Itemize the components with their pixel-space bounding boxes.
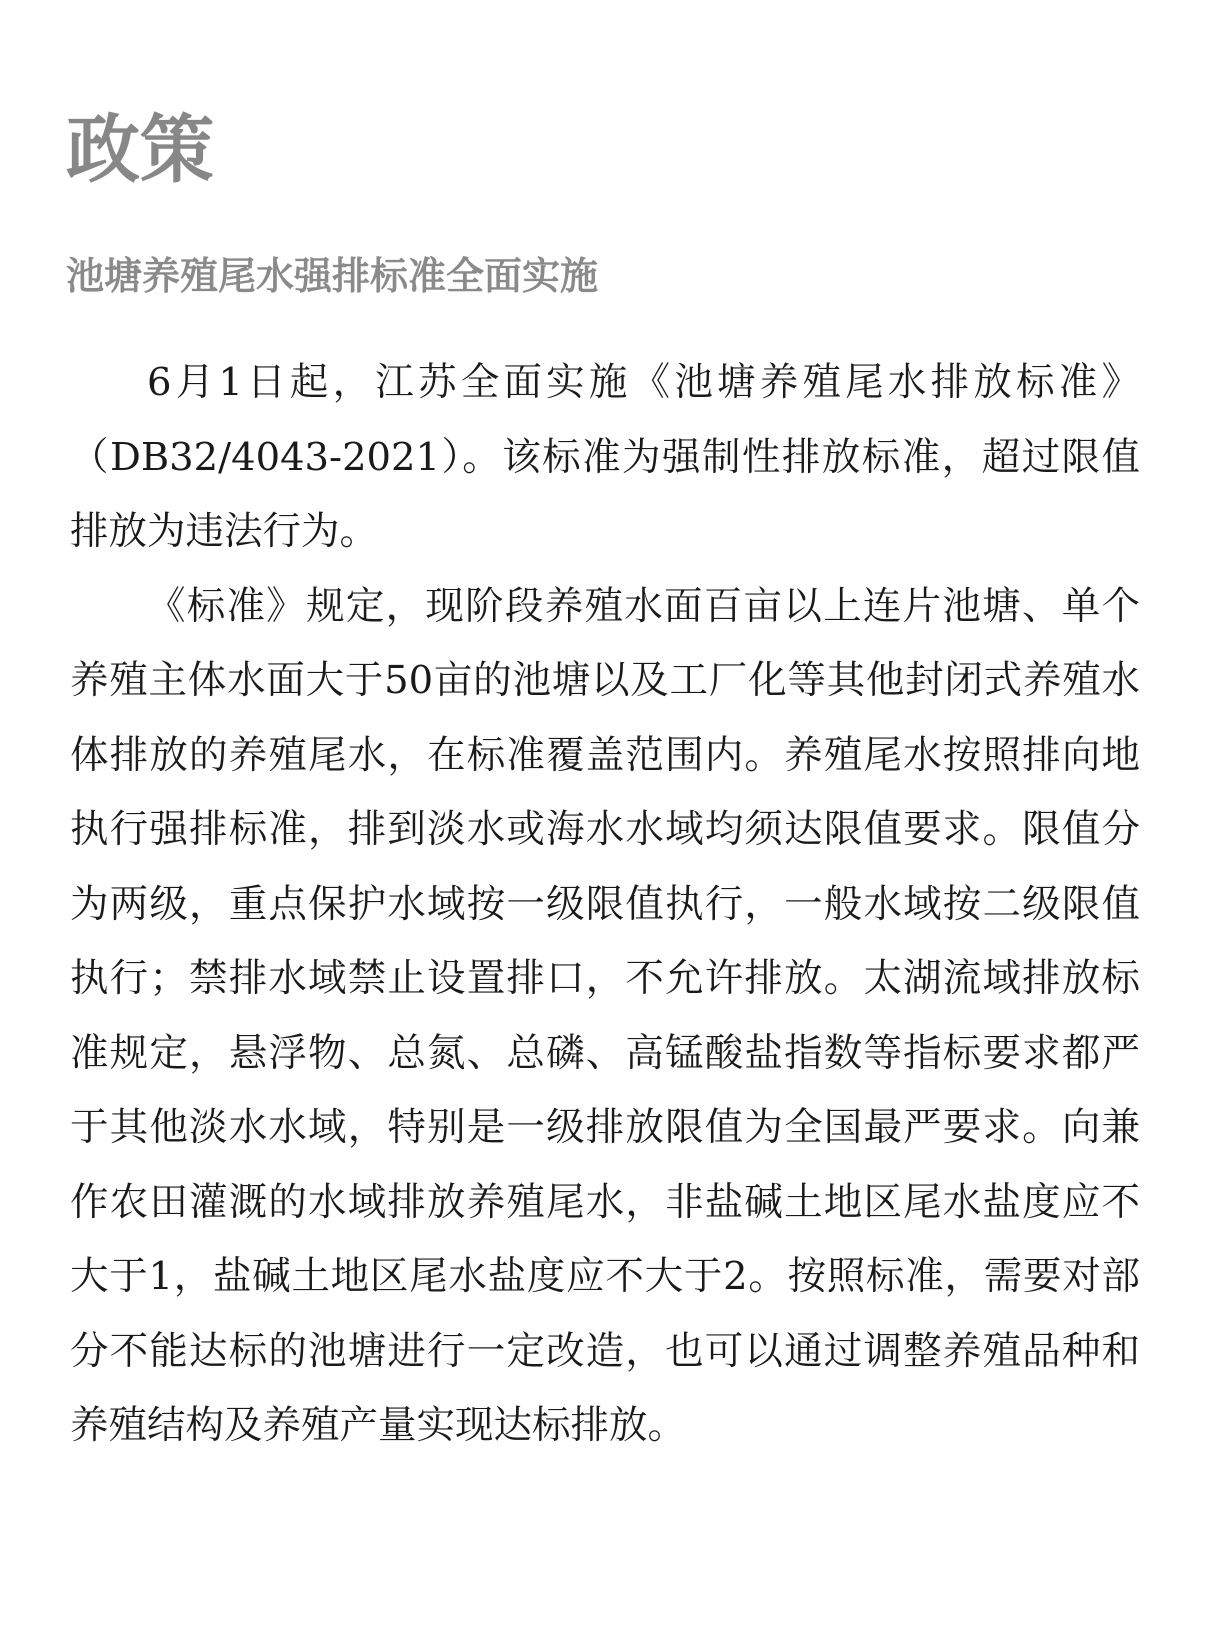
section-title: 政策 (66, 107, 214, 193)
article-paragraph: 6月1日起，江苏全面实施《池塘养殖尾水排放标准》（DB32/4043-2021）。该标准为强制性排放标准，超过限值排放为违法行为。 (70, 360, 1140, 554)
article-paragraph: 《标准》规定，现阶段养殖水面百亩以上连片池塘、单个养殖主体水面大于50亩的池塘以及工厂化等其他封闭式养殖水体排放的养殖尾水，在标准覆盖范围内。养殖尾水按照排向地执行强排标准，排到淡水或海水水域均须达限值要求。限值分为两级，重点保护水域按一级限值执行，一般水域按二级限值执行；禁排水域禁止设置排口，不允许排放。太湖流域排放标准规定，悬浮物、总氮、总磷、高锰酸盐指数等指标要求都严于其他淡水水域，特别是一级排放限值为全国最严要求。向兼作农田灌溉的水域排放养殖尾水，非盐碱土地区尾水盐度应不大于1，盐碱土地区尾水盐度应不大于2。按照标准，需要对部分不能达标的池塘进行一定改造，也可以通过调整养殖品种和养殖结构及养殖产量实现达标排放。 (70, 583, 1140, 1448)
article-body (70, 346, 1140, 1464)
article-title: 池塘养殖尾水强排标准全面实施 (66, 254, 599, 298)
